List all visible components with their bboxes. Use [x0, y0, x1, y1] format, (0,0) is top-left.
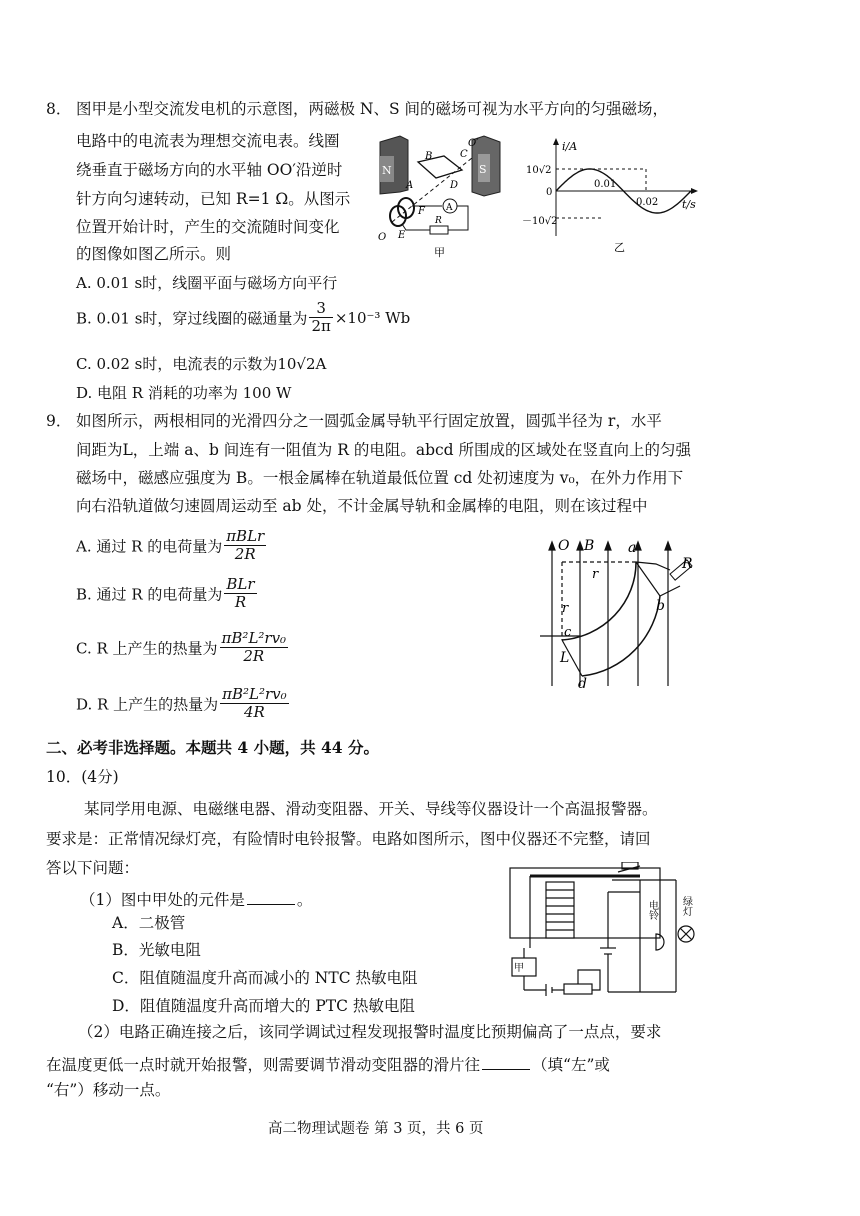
- svg-text:电铃: 电铃: [646, 900, 658, 920]
- svg-text:F: F: [418, 206, 425, 217]
- svg-text:t/s: t/s: [682, 198, 696, 211]
- svg-text:－10√2: －10√2: [522, 216, 558, 227]
- svg-text:r: r: [562, 601, 569, 616]
- q8-stem-line-5: 位置开始计时，产生的交流随时间变化: [76, 218, 340, 236]
- q9-number: 9．: [46, 412, 72, 430]
- q8-option-c: C. 0.02 s时，电流表的示数为10√2A: [76, 355, 327, 373]
- q8-figure-yi: [522, 136, 704, 256]
- q10-option-b: B．光敏电阻: [112, 941, 201, 959]
- svg-text:L: L: [560, 650, 570, 666]
- q10-part-2-line-1: （2）电路正确连接之后，该同学调试过程发现报警时温度比预期偏高了一点点，要求: [78, 1023, 662, 1041]
- svg-text:R: R: [682, 556, 693, 572]
- svg-text:E: E: [398, 230, 406, 241]
- q10-part-1: （1）图中甲处的元件是 。: [80, 891, 313, 909]
- svg-text:10√2: 10√2: [526, 165, 552, 176]
- svg-text:i/A: i/A: [562, 140, 578, 153]
- magnet-n-label: N: [382, 164, 392, 177]
- svg-text:b: b: [656, 598, 665, 614]
- q9-stem-line-2: 间距为L，上端 a、b 间连有一阻值为 R 的电阻。abcd 所围成的区域处在竖直向上的匀强: [76, 441, 692, 459]
- svg-text:0.02: 0.02: [636, 197, 659, 208]
- magnet-s-label: S: [479, 163, 487, 176]
- q8-stem-line-3: 绕垂直于磁场方向的水平轴 OO′沿逆时: [76, 161, 343, 179]
- q9-option-b: B. 通过 R 的电荷量为 $\frac{\text{BLr}}{R}$: [76, 575, 255, 612]
- q8-stem-line-4: 针方向匀速转动，已知 R=1 Ω。从图示: [76, 190, 351, 208]
- svg-text:R: R: [435, 216, 442, 226]
- q8-number: 8．: [46, 100, 72, 118]
- svg-text:d: d: [578, 676, 587, 688]
- svg-text:甲: 甲: [514, 963, 524, 974]
- svg-text:0.01: 0.01: [594, 179, 617, 190]
- q10-option-c: C．阻值随温度升高而减小的 NTC 热敏电阻: [112, 969, 418, 987]
- q8-option-d: D. 电阻 R 消耗的功率为 100 W: [76, 384, 292, 402]
- fig-jia-caption: 甲: [434, 246, 445, 259]
- q10-option-a: A．二极管: [112, 914, 186, 932]
- q8-stem-line-2: 电路中的电流表为理想交流电表。线圈: [76, 132, 340, 150]
- q10-stem-line-3: 答以下问题：: [46, 859, 140, 877]
- q9-option-a: A. 通过 R 的电荷量为 $\frac{\text{πBLr}}{2R}$: [76, 527, 265, 564]
- svg-text:O: O: [558, 538, 570, 554]
- q8-figure-jia: [372, 132, 512, 262]
- q8-option-a: A. 0.01 s时，线圈平面与磁场方向平行: [76, 274, 338, 292]
- q10-number: 10．(4分): [46, 768, 119, 786]
- svg-text:B: B: [425, 151, 433, 162]
- q9-stem-line-4: 向右沿轨道做匀速圆周运动至 ab 处，不计金属导轨和金属棒的电阻，则在该过程中: [76, 497, 648, 515]
- q8-stem-line-6: 的图像如图乙所示。则: [76, 245, 232, 263]
- q10-figure: [500, 862, 712, 1000]
- q10-stem-line-1: 某同学用电源、电磁继电器、滑动变阻器、开关、导线等仪器设计一个高温报警器。: [84, 800, 658, 818]
- svg-text:O: O: [378, 232, 387, 243]
- svg-text:O′: O′: [468, 138, 479, 149]
- q10-part-2-line-3: “右”）移动一点。: [46, 1081, 171, 1099]
- svg-text:绿灯: 绿灯: [680, 896, 692, 916]
- svg-text:D: D: [450, 180, 459, 191]
- svg-text:r: r: [592, 567, 599, 582]
- q10-part-2-line-2: 在温度更低一点时就开始报警，则需要调节滑动变阻器的滑片往 （填“左”或: [46, 1056, 610, 1074]
- q8-stem-line-1: 图甲是小型交流发电机的示意图，两磁极 N、S 间的磁场可视为水平方向的匀强磁场，: [76, 100, 669, 118]
- svg-text:A: A: [406, 180, 414, 191]
- svg-text:c: c: [564, 625, 572, 640]
- q9-figure: [540, 536, 712, 688]
- section-2-heading: 二、必考非选择题。本题共 4 小题，共 44 分。: [46, 738, 379, 757]
- q9-stem-line-1: 如图所示，两根相同的光滑四分之一圆弧金属导轨平行固定放置，圆弧半径为 r，水平: [76, 412, 662, 430]
- svg-text:a: a: [628, 540, 637, 556]
- q9-stem-line-3: 磁场中，磁感应强度为 B。一根金属棒在轨道最低位置 cd 处初速度为 v₀，在外力作用下: [76, 469, 684, 487]
- q10-option-d: D．阻值随温度升高而增大的 PTC 热敏电阻: [112, 997, 415, 1015]
- svg-text:A: A: [446, 203, 453, 213]
- answer-blank-1: [247, 903, 295, 905]
- page-footer: 高二物理试题卷 第 3 页，共 6 页: [268, 1121, 484, 1137]
- q9-option-c: C. R 上产生的热量为 $\frac{\text{πB²L²rv₀}}{2R}$: [76, 629, 287, 666]
- answer-blank-2: [482, 1068, 530, 1070]
- svg-text:B: B: [584, 538, 595, 554]
- q9-option-d: D. R 上产生的热量为 $\frac{\text{πB²L²rv₀}}{4R}$: [76, 685, 287, 722]
- q8-option-b: B. 0.01 s时，穿过线圈的磁通量为 $\frac{3}{2\pi}$ ×10⁻³ Wb: [76, 299, 411, 336]
- q10-stem-line-2: 要求是：正常情况绿灯亮，有险情时电铃报警。电路如图所示，图中仪器还不完整，请回: [46, 830, 651, 848]
- svg-text:0: 0: [546, 187, 553, 198]
- fig-yi-caption: 乙: [614, 241, 625, 254]
- svg-text:C: C: [460, 149, 468, 160]
